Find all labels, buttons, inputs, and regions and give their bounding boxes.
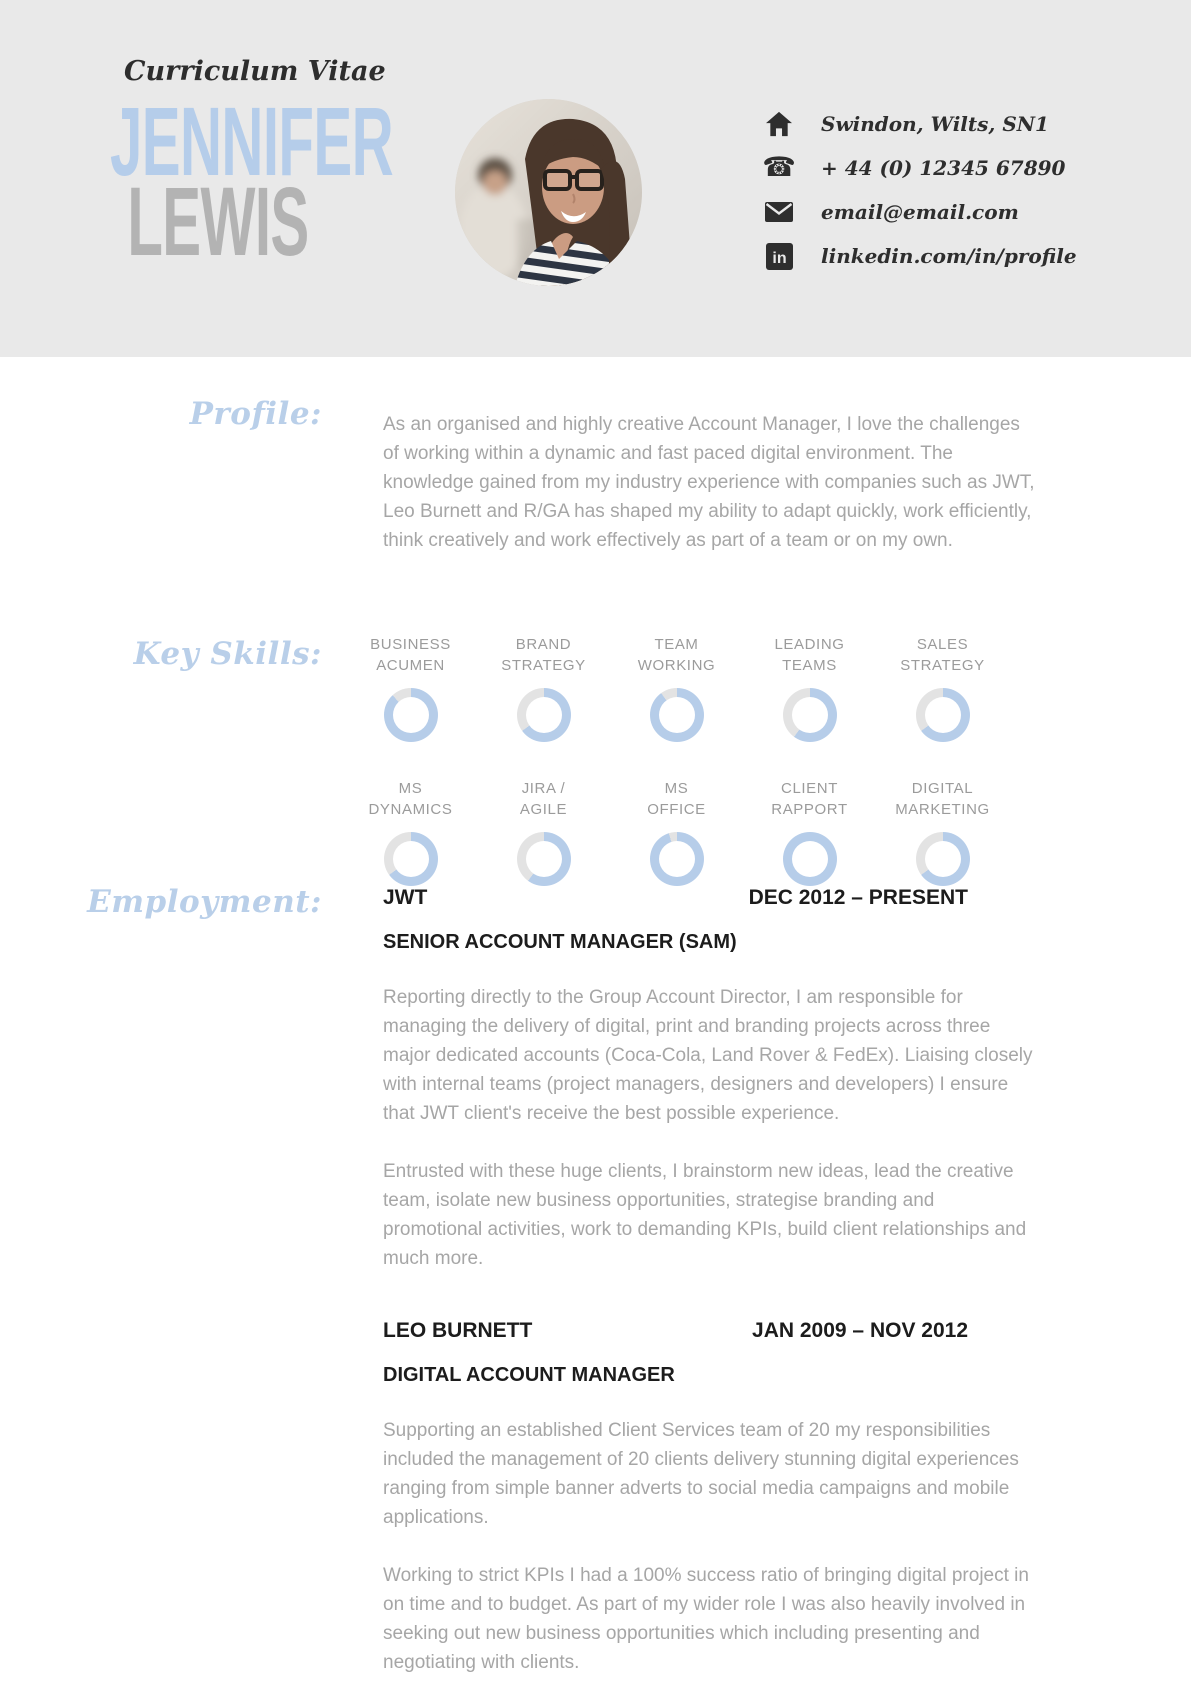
job-paragraph: Supporting an established Client Services team of 20 my responsibilities included the management of 20 clients delivery stunning digital experiences ranging from simple banner adverts to social media campaigns and mobile applications. xyxy=(383,1420,1019,1528)
skill-label: JIRA / AGILE xyxy=(519,780,568,818)
linkedin-icon xyxy=(763,242,795,270)
skill-client-rapport xyxy=(743,778,876,886)
skill-donut-chart xyxy=(517,688,571,742)
skill-brand-strategy xyxy=(477,634,610,742)
skill-jira-agile xyxy=(477,778,610,886)
employer-name: LEO BURNETT xyxy=(383,1319,533,1342)
last-name: LEWIS xyxy=(127,167,309,276)
job-paragraph: Entrusted with these huge clients, I brainstorm new ideas, lead the creative team, isolate new business opportunities, strategise branding and promotional activities, work to demanding KPIs, build client relationships and much more. xyxy=(383,1161,1027,1269)
skill-donut-chart xyxy=(650,832,704,886)
skill-team-working xyxy=(610,634,743,742)
skill-label: DIGITAL MARKETING xyxy=(895,780,990,818)
skill-ms-office xyxy=(610,778,743,886)
email-icon xyxy=(763,198,795,226)
profile-text: As an organised and highly creative Account Manager, I love the challenges of working within a dynamic and fast paced digital environment. The knowledge gained from my industry experience with companies such as JWT, Leo Burnett and R/GA has shaped my ability to adapt quickly, work efficiently, think creatively and work effectively as part of a team or on my own. xyxy=(383,414,1035,551)
job-paragraph: Working to strict KPIs I had a 100% success ratio of bringing digital project in on time and to budget. As part of my wider role I was also heavily involved in seeking out new business opportunities which including presenting and negotiating with clients. xyxy=(383,1565,1029,1673)
contact-row-email xyxy=(763,198,1077,226)
skill-label: MS DYNAMICS xyxy=(368,780,453,818)
employment-history xyxy=(383,886,1038,1677)
contact-list xyxy=(763,110,1077,286)
contact-row-address xyxy=(763,110,1077,138)
contact-row-phone xyxy=(763,154,1077,182)
employer-name: JWT xyxy=(383,886,428,909)
skill-business-acumen xyxy=(344,634,477,742)
profile-photo xyxy=(455,99,642,286)
phone-icon: ☎ xyxy=(762,152,796,183)
contact-address: Swindon, Wilts, SN1 xyxy=(821,112,1049,136)
profile-photo-illustration xyxy=(455,99,642,286)
job-title: DIGITAL ACCOUNT MANAGER xyxy=(383,1364,675,1386)
skill-donut-chart xyxy=(916,832,970,886)
skills-grid xyxy=(344,634,1009,922)
skill-donut-chart xyxy=(650,688,704,742)
contact-row-linkedin xyxy=(763,242,1077,270)
contact-phone: + 44 (0) 12345 67890 xyxy=(821,156,1066,180)
skill-donut-chart xyxy=(783,832,837,886)
skill-sales-strategy xyxy=(876,634,1009,742)
skill-leading-teams xyxy=(743,634,876,742)
skill-label: SALES STRATEGY xyxy=(900,636,985,674)
job-dates: JAN 2009 – NOV 2012 xyxy=(752,1319,968,1342)
skill-donut-chart xyxy=(384,832,438,886)
job-leo-burnett xyxy=(383,1319,1038,1677)
svg-text:in: in xyxy=(771,249,787,267)
skill-label: TEAM WORKING xyxy=(637,636,716,674)
skill-donut-chart xyxy=(384,688,438,742)
skill-label: MS OFFICE xyxy=(647,780,706,818)
skill-label: LEADING TEAMS xyxy=(774,636,845,674)
name-block xyxy=(109,87,394,276)
job-header xyxy=(383,886,968,910)
header xyxy=(0,0,1191,357)
first-name: JENNIFER xyxy=(109,87,394,196)
skill-digital-marketing xyxy=(876,778,1009,886)
job-dates: DEC 2012 – PRESENT xyxy=(748,886,968,909)
skill-donut-chart xyxy=(517,832,571,886)
skill-donut-chart xyxy=(783,688,837,742)
job-paragraph: Reporting directly to the Group Account Director, I am responsible for managing the delivery of digital, print and branding projects across three major dedicated accounts (Coca-Cola, Land Rover & FedEx). Liaising closely with internal teams (project managers, designers and developers) I ensure that JWT client's receive the best possible experience. xyxy=(383,987,1033,1124)
contact-email: email@email.com xyxy=(821,200,1019,224)
job-jwt xyxy=(383,886,1038,1273)
profile-heading: Profile: xyxy=(189,396,322,432)
contact-linkedin: linkedin.com/in/profile xyxy=(821,244,1077,268)
key-skills-heading: Key Skills: xyxy=(133,636,322,672)
job-header xyxy=(383,1319,968,1343)
skill-label: BUSINESS ACUMEN xyxy=(370,636,451,674)
skill-ms-dynamics xyxy=(344,778,477,886)
skill-label: BRAND STRATEGY xyxy=(501,636,586,674)
employment-heading: Employment: xyxy=(87,884,322,920)
job-title: SENIOR ACCOUNT MANAGER (SAM) xyxy=(383,931,737,953)
skill-donut-chart xyxy=(916,688,970,742)
skill-label: CLIENT RAPPORT xyxy=(771,780,848,818)
home-icon xyxy=(763,110,795,138)
document-title: Curriculum Vitae xyxy=(124,56,386,87)
